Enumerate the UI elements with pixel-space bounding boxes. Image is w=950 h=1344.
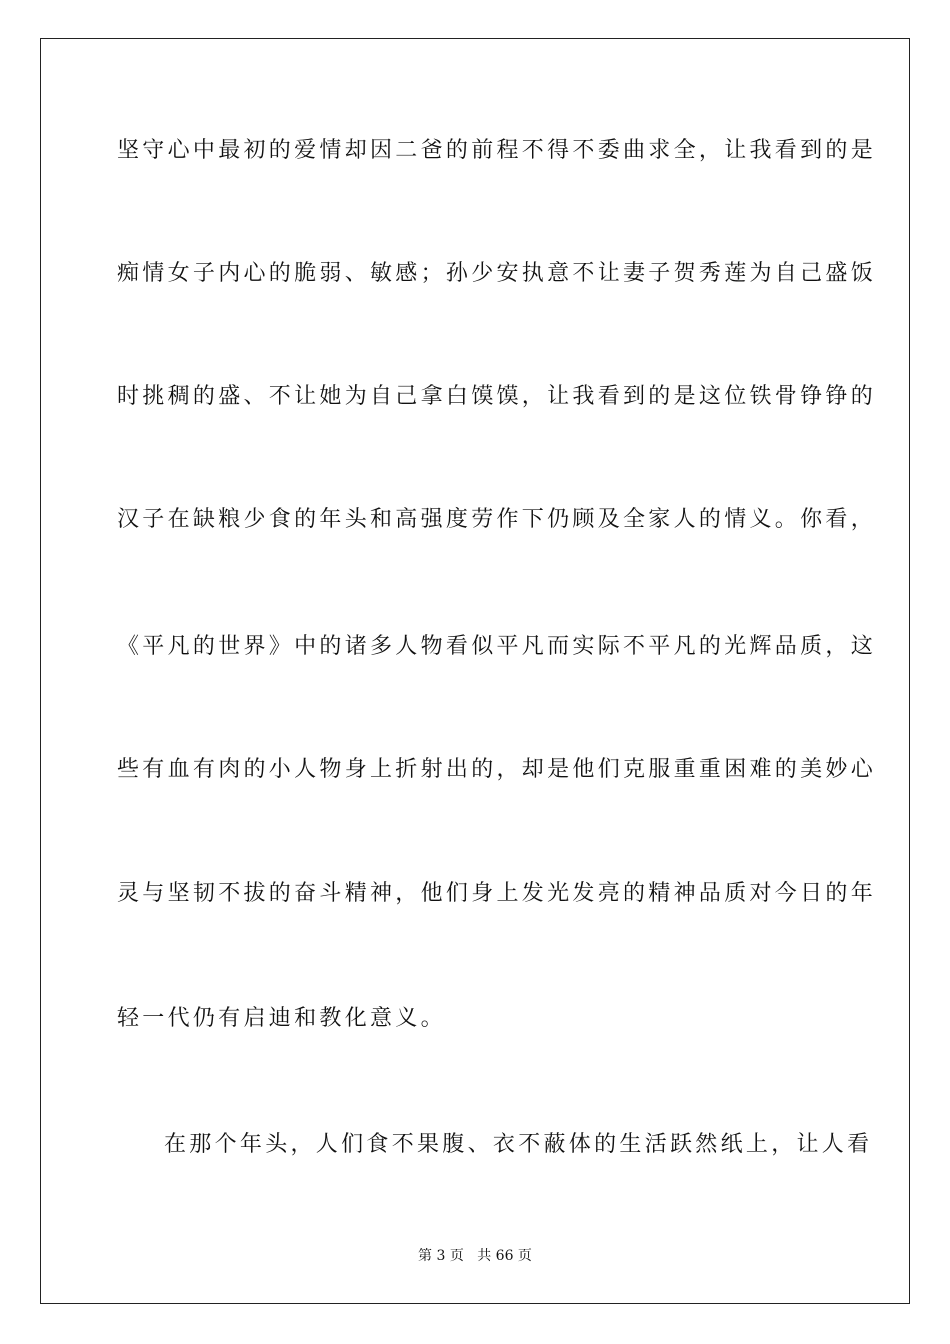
- text-line: 时挑稠的盛、不让她为自己拿白馍馍，让我看到的是这位铁骨铮铮的: [117, 384, 877, 409]
- page-footer: [0, 1246, 950, 1266]
- text-line: 《平凡的世界》中的诸多人物看似平凡而实际不平凡的光辉品质，这: [117, 634, 877, 659]
- text-line: 灵与坚韧不拔的奋斗精神，他们身上发光发亮的精神品质对今日的年: [117, 881, 877, 906]
- paragraph-first-line: 在那个年头，人们食不果腹、衣不蔽体的生活跃然纸上，让人看: [164, 1132, 873, 1157]
- page-number: 第 3 页: [418, 1248, 464, 1264]
- text-line: 坚守心中最初的爱情却因二爸的前程不得不委曲求全，让我看到的是: [117, 138, 877, 163]
- footer-spacer: [464, 1248, 477, 1264]
- text-line: 汉子在缺粮少食的年头和高强度劳作下仍顾及全家人的情义。你看，: [117, 507, 877, 532]
- text-line: 轻一代仍有启迪和教化意义。: [117, 1006, 446, 1031]
- text-line: 痴情女子内心的脆弱、敏感；孙少安执意不让妻子贺秀莲为自己盛饭: [117, 261, 877, 286]
- page-border: [40, 38, 910, 1304]
- total-pages: 共 66 页: [477, 1248, 532, 1264]
- text-line: 些有血有肉的小人物身上折射出的，却是他们克服重重困难的美妙心: [117, 757, 877, 782]
